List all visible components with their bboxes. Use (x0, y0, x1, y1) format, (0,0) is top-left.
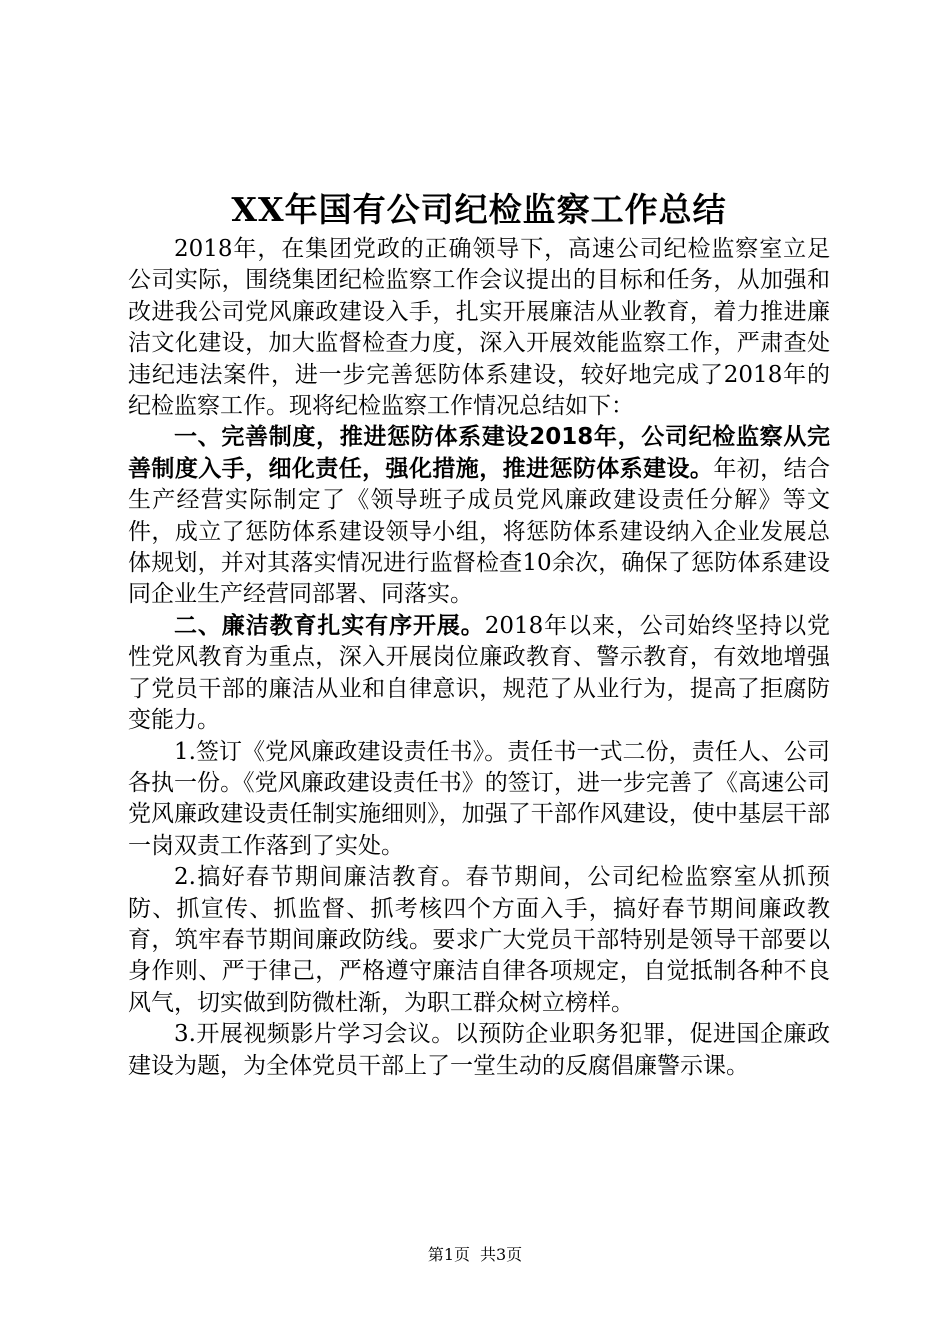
paragraph-section-2 (128, 611, 830, 737)
paragraph-text: 年初，结合生产经营实际制定了《领导班子成员党风廉政建设责任分解》等文件，成立了惩防体系建设领导小组，将惩防体系建设纳入企业发展总体规划，并对其落实情况进行监督检查10余次，确保了惩防体系建设同企业生产经营同部署、同落实。 (128, 455, 831, 608)
paragraph-intro (128, 234, 830, 422)
section-heading: 二、廉洁教育扎实有序开展。 (174, 612, 485, 639)
page-total: 共3页 (480, 1245, 523, 1264)
paragraph-text: 3.开展视频影片学习会议。以预防企业职务犯罪，促进国企廉政建设为题，为全体党员干部上了一堂生动的反腐倡廉警示课。 (128, 1021, 830, 1079)
paragraph-item-3 (128, 1019, 830, 1082)
paragraph-item-1 (128, 737, 830, 863)
page-number: 第1页 (427, 1245, 470, 1264)
paragraph-text: 2018年以来，公司始终坚持以党性党风教育为重点，深入开展岗位廉政教育、警示教育，有效地增强了党员干部的廉洁从业和自律意识，规范了从业行为，提高了拒腐防变能力。 (128, 612, 830, 734)
document-body (128, 234, 830, 1082)
paragraph-text: 1.签订《党风廉政建设责任书》。责任书一式二份，责任人、公司各执一份。《党风廉政建设责任书》的签订，进一步完善了《高速公司党风廉政建设责任制实施细则》，加强了干部作风建设，使中基层干部一岗双责工作落到了实处。 (128, 738, 830, 859)
paragraph-item-2 (128, 862, 830, 1019)
paragraph-section-1 (128, 422, 830, 610)
document-page (128, 0, 830, 1344)
page-footer (0, 1244, 950, 1266)
document-title: XX年国有公司纪检监察工作总结 (231, 190, 727, 229)
section-heading: 一、完善制度，推进惩防体系建设2018年，公司纪检监察从完善制度入手，细化责任，强化措施，推进惩防体系建设。 (128, 424, 830, 482)
paragraph-text: 2018年，在集团党政的正确领导下，高速公司纪检监察室立足公司实际，围绕集团纪检监察工作会议提出的目标和任务，从加强和改进我公司党风廉政建设入手，扎实开展廉洁从业教育，着力推进廉洁文化建设，加大监督检查力度，深入开展效能监察工作，严肃查处违纪违法案件，进一步完善惩防体系建设，较好地完成了2018年的纪检监察工作。现将纪检监察工作情况总结如下： (128, 236, 830, 420)
paragraph-text: 2.搞好春节期间廉洁教育。春节期间，公司纪检监察室从抓预防、抓宣传、抓监督、抓考核四个方面入手，搞好春节期间廉政教育，筑牢春节期间廉政防线。要求广大党员干部特别是领导干部要以身作则、严于律己，严格遵守廉洁自律各项规定，自觉抵制各种不良风气，切实做到防微杜渐，为职工群众树立榜样。 (128, 864, 830, 1016)
